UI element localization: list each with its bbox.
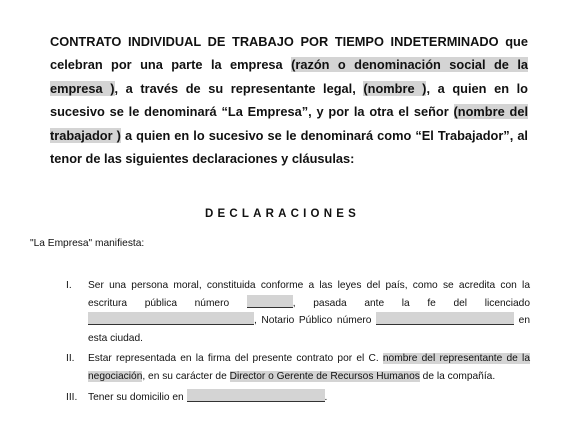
worker-name-field[interactable]: (nombre del trabajador ) — [50, 104, 528, 143]
declaration-item-2 — [66, 350, 530, 385]
contract-intro-paragraph — [50, 30, 528, 170]
item-number: III. — [66, 391, 78, 403]
item-text: Tener su domicilio en — [88, 391, 187, 403]
intro-text-1: CONTRATO INDIVIDUAL DE TRABAJO POR TIEMPO INDETERMINADO que celebran por una parte la empresa — [50, 34, 528, 73]
declarations-heading: DECLARACIONES — [205, 208, 360, 220]
item-text: de la compañía. — [419, 370, 496, 382]
notary-number-blank[interactable] — [376, 312, 514, 325]
item-text: en esta ciudad. — [88, 315, 530, 344]
position-field[interactable]: Director o Gerente de Recursos Humanos — [229, 370, 420, 382]
domicile-blank[interactable] — [187, 389, 325, 402]
item-text: . — [324, 391, 328, 403]
intro-text-4: a quien en lo sucesivo se le denominará como “El Trabajador”, al tenor de las siguientes declaraciones y cláusulas: — [50, 127, 528, 167]
intro-text-2: , a través de su representante legal, — [114, 80, 364, 96]
company-name-field[interactable]: (razón o denominación social de la empresa ) — [50, 57, 528, 96]
item-text: Ser una persona moral, constituida conforme a las leyes del país, como se acredita con la escritura pública número — [88, 280, 530, 309]
deed-number-blank[interactable] — [247, 295, 293, 308]
declarations-list — [66, 277, 530, 409]
item-number: I. — [66, 280, 72, 291]
item-text: , Notario Público número — [254, 315, 377, 327]
item-text: , en su carácter de — [142, 370, 230, 382]
company-declares-label: "La Empresa" manifiesta: — [30, 238, 145, 249]
item-text: , pasada ante la fe del licenciado — [292, 297, 530, 309]
item-text: Estar representada en la firma del presente contrato por el C. — [88, 353, 383, 365]
representative-field[interactable]: nombre del representante de la negociación — [88, 353, 530, 382]
representative-name-field[interactable]: (nombre ) — [363, 80, 427, 96]
notary-name-blank[interactable] — [88, 312, 254, 325]
declaration-item-3 — [66, 389, 530, 407]
declaration-item-1 — [66, 277, 530, 347]
item-number: II. — [66, 353, 75, 365]
intro-text-3: , a quien en lo sucesivo se le denominará “La Empresa”, y por la otra el señor — [50, 80, 528, 120]
